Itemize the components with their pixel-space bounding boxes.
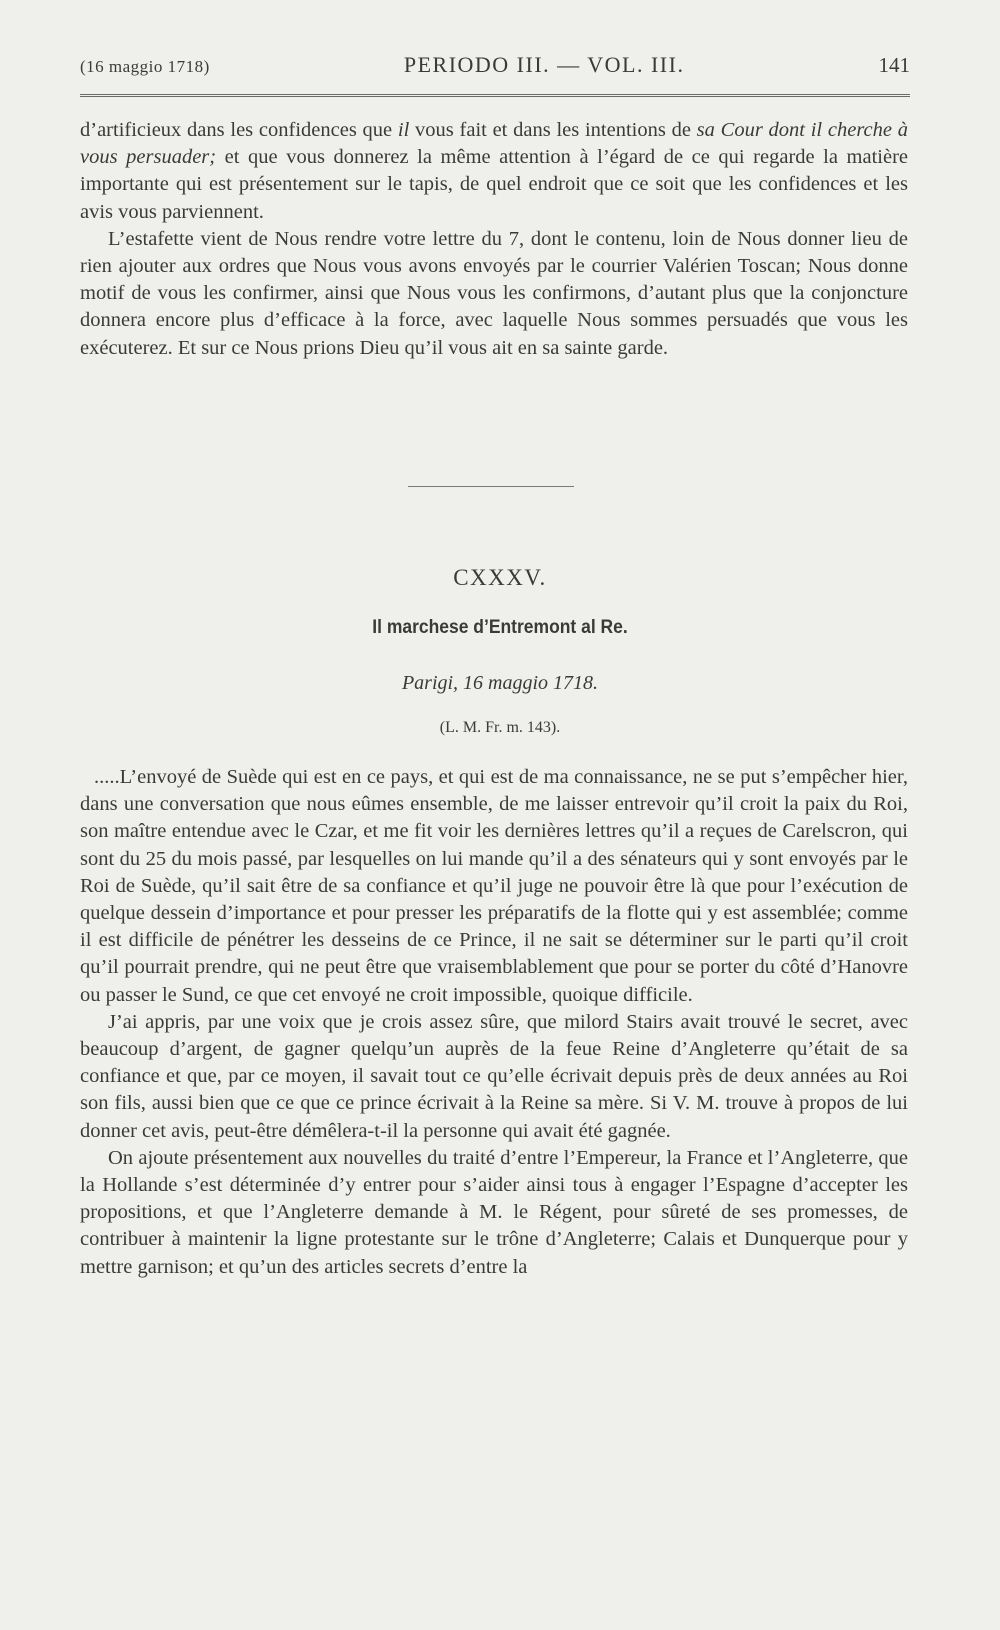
italic-run: sa Cour dont il cherche à vous persuader;	[80, 119, 908, 169]
paragraph: J’ai appris, par une voix que je crois assez sûre, que milord Stairs avait trouvé le secret, avec beaucoup d’argent, de gagner quelqu’un auprès de la feue Reine d’Angleterre qu’était de sa confiance et que, par ce moyen, il savait tout ce qu’elle écrivait depuis près de deux années au Roi son fils, aussi bien que ce que ce prince écrivait à la Reine sa mère. Si V. M. trouve à propos de lui donner cet avis, peut-être démêlera-t-il la personne qui avait été gagnée.	[80, 1010, 908, 1142]
paragraph: .....L’envoyé de Suède qui est en ce pays, et qui est de ma connaissance, ne se put s’empêcher hier, dans une conversation que nous eûmes ensemble, de me laisser entrevoir qu’il croit la paix du Roi, son maître entendue avec le Czar, et me fit voir les dernières lettres qu’il a reçues de Carelscron, qui sont du 25 du mois passé, par lesquelles on lui mande qu’il a des sénateurs qui y sont envoyés par le Roi de Suède, qu’il sait être de sa confiance et qu’il juge ne pouvoir être là que pour l’exécution de quelque dessein d’importance et pour presser les préparatifs de la flotte qui y est assemblée; comme il est difficile de pénétrer les desseins de ce Prince, il ne sait se déterminer sur le parti qu’il croit qu’il pourrait prendre, qui ne peut être que vraisemblablement que pour se porter du côté d’Hanovre ou passer le Sund, ce que cet envoyé ne croit impossible, quoique difficile.	[80, 766, 908, 1006]
text-run: vous fait et dans les intentions de	[409, 119, 697, 141]
section-divider	[408, 486, 574, 487]
continued-letter	[80, 117, 908, 362]
running-header	[80, 52, 910, 97]
letter-body	[80, 764, 908, 1281]
text-run: d’artificieux dans les confidences que	[80, 119, 398, 141]
archive-reference: (L. M. Fr. m. 143).	[439, 719, 561, 736]
page-number: 141	[878, 53, 910, 77]
italic-run: il	[397, 119, 410, 141]
paragraph	[80, 117, 908, 226]
text-run: et que vous donnerez la même attention à l’égard de ce qui regarde la matière importante qui est présentement sur le tapis, de quel endroit que ce soit que les confidences et les avis vous parviennent.	[80, 146, 908, 223]
place-date: Parigi, 16 maggio 1718.	[401, 672, 599, 694]
header-date: (16 maggio 1718)	[80, 57, 210, 76]
document-heading: Il marchese d’Entremont al Re.	[372, 617, 628, 638]
paragraph: L’estafette vient de Nous rendre votre lettre du 7, dont le contenu, loin de Nous donner lieu de rien ajouter aux ordres que Nous vous avons envoyés par le courrier Valérien Toscan; Nous donne motif de vous les confirmer, ainsi que Nous vous les confirmons, d’autant plus que la conjoncture donnera encore plus d’efficace à la force, avec laquelle Nous sommes persuadés que vous les exécuterez. Et sur ce Nous prions Dieu qu’il vous ait en sa sainte garde.	[80, 227, 908, 359]
document-numeral: CXXXV.	[453, 565, 547, 590]
header-title: PERIODO III. — VOL. III.	[403, 52, 685, 77]
paragraph: On ajoute présentement aux nouvelles du traité d’entre l’Empereur, la France et l’Angleterre, que la Hollande s’est déterminée d’y entrer pour s’aider ainsi tous à engager l’Espagne d’accepter les propositions, et que l’Angleterre demande à M. le Régent, pour sûreté de ses promesses, de contribuer à maintenir la ligne protestante sur le trône d’Angleterre; Calais et Dunquerque pour y mettre garnison; et qu’un des articles secrets d’entre la	[80, 1146, 908, 1278]
